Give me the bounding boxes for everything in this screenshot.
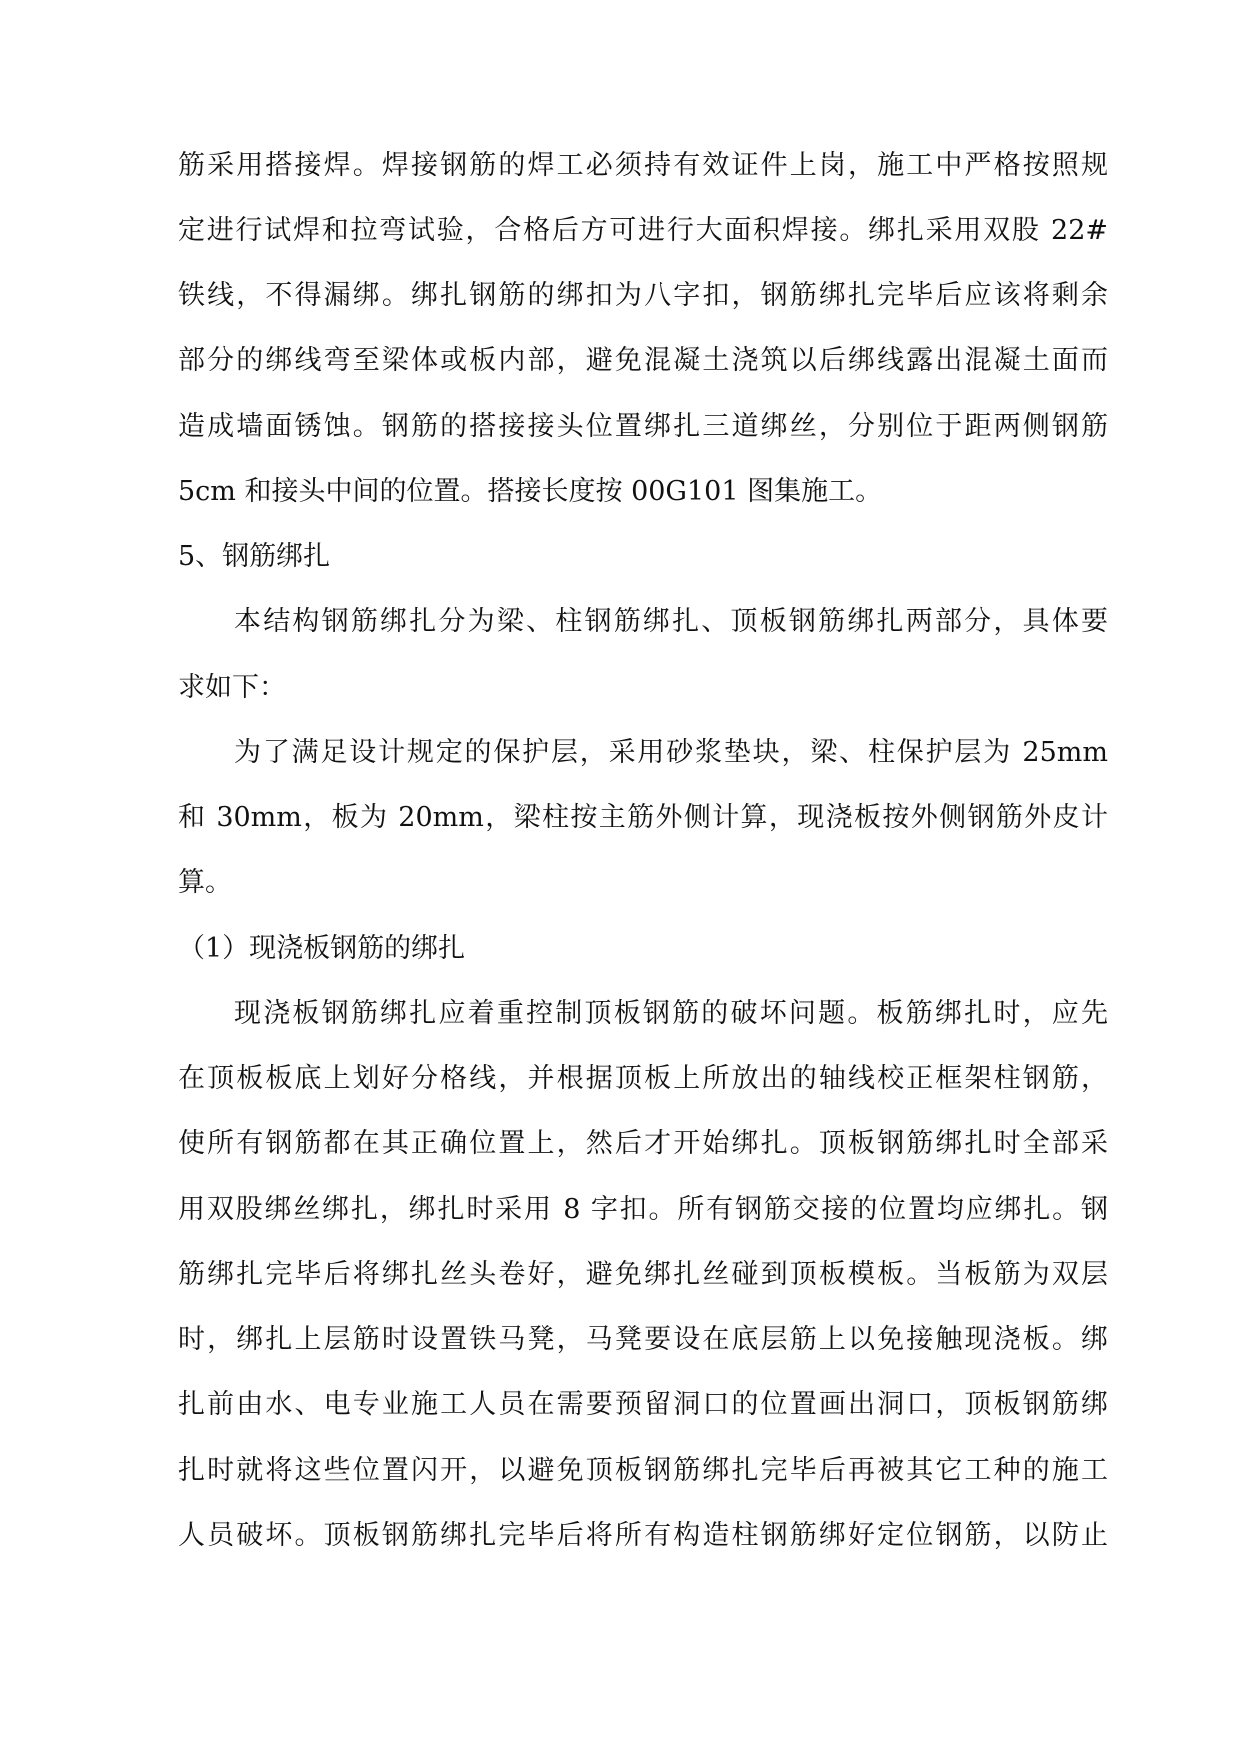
text-line: 求如下： xyxy=(178,672,286,703)
text-line: 在顶板板底上划好分格线，并根据顶板上所放出的轴线校正框架柱钢筋， xyxy=(178,1063,1108,1094)
text-line: 5cm 和接头中间的位置。搭接长度按 00G101 图集施工。 xyxy=(178,476,883,507)
text-line: 和 30mm，板为 20mm，梁柱按主筋外侧计算，现浇板按外侧钢筋外皮计 xyxy=(178,802,1108,833)
text-line: 为了满足设计规定的保护层，采用砂浆垫块，梁、柱保护层为 25mm xyxy=(234,737,1108,768)
text-line: 时，绑扎上层筋时设置铁马凳，马凳要设在底层筋上以免接触现浇板。绑 xyxy=(178,1324,1108,1355)
text-line: 算。 xyxy=(178,867,232,898)
section-heading: 5、钢筋绑扎 xyxy=(178,541,331,572)
text-line: 造成墙面锈蚀。钢筋的搭接接头位置绑扎三道绑丝，分别位于距两侧钢筋 xyxy=(178,411,1108,442)
text-line: 现浇板钢筋绑扎应着重控制顶板钢筋的破坏问题。板筋绑扎时，应先 xyxy=(234,998,1108,1029)
text-line: 使所有钢筋都在其正确位置上，然后才开始绑扎。顶板钢筋绑扎时全部采 xyxy=(178,1128,1108,1159)
subsection-heading: （1）现浇板钢筋的绑扎 xyxy=(178,933,466,964)
text-line: 本结构钢筋绑扎分为梁、柱钢筋绑扎、顶板钢筋绑扎两部分，具体要 xyxy=(234,606,1108,637)
text-line: 定进行试焊和拉弯试验，合格后方可进行大面积焊接。绑扎采用双股 22# xyxy=(178,215,1108,246)
text-line: 铁线，不得漏绑。绑扎钢筋的绑扣为八字扣，钢筋绑扎完毕后应该将剩余 xyxy=(178,280,1108,311)
text-line: 筋采用搭接焊。焊接钢筋的焊工必须持有效证件上岗，施工中严格按照规 xyxy=(178,150,1108,181)
text-line: 筋绑扎完毕后将绑扎丝头卷好，避免绑扎丝碰到顶板模板。当板筋为双层 xyxy=(178,1259,1108,1290)
text-line: 扎时就将这些位置闪开，以避免顶板钢筋绑扎完毕后再被其它工种的施工 xyxy=(178,1455,1108,1486)
text-line: 部分的绑线弯至梁体或板内部，避免混凝土浇筑以后绑线露出混凝土面而 xyxy=(178,345,1108,376)
text-line: 人员破坏。顶板钢筋绑扎完毕后将所有构造柱钢筋绑好定位钢筋，以防止 xyxy=(178,1520,1108,1551)
text-line: 用双股绑丝绑扎，绑扎时采用 8 字扣。所有钢筋交接的位置均应绑扎。钢 xyxy=(178,1194,1108,1225)
text-line: 扎前由水、电专业施工人员在需要预留洞口的位置画出洞口，顶板钢筋绑 xyxy=(178,1389,1108,1420)
